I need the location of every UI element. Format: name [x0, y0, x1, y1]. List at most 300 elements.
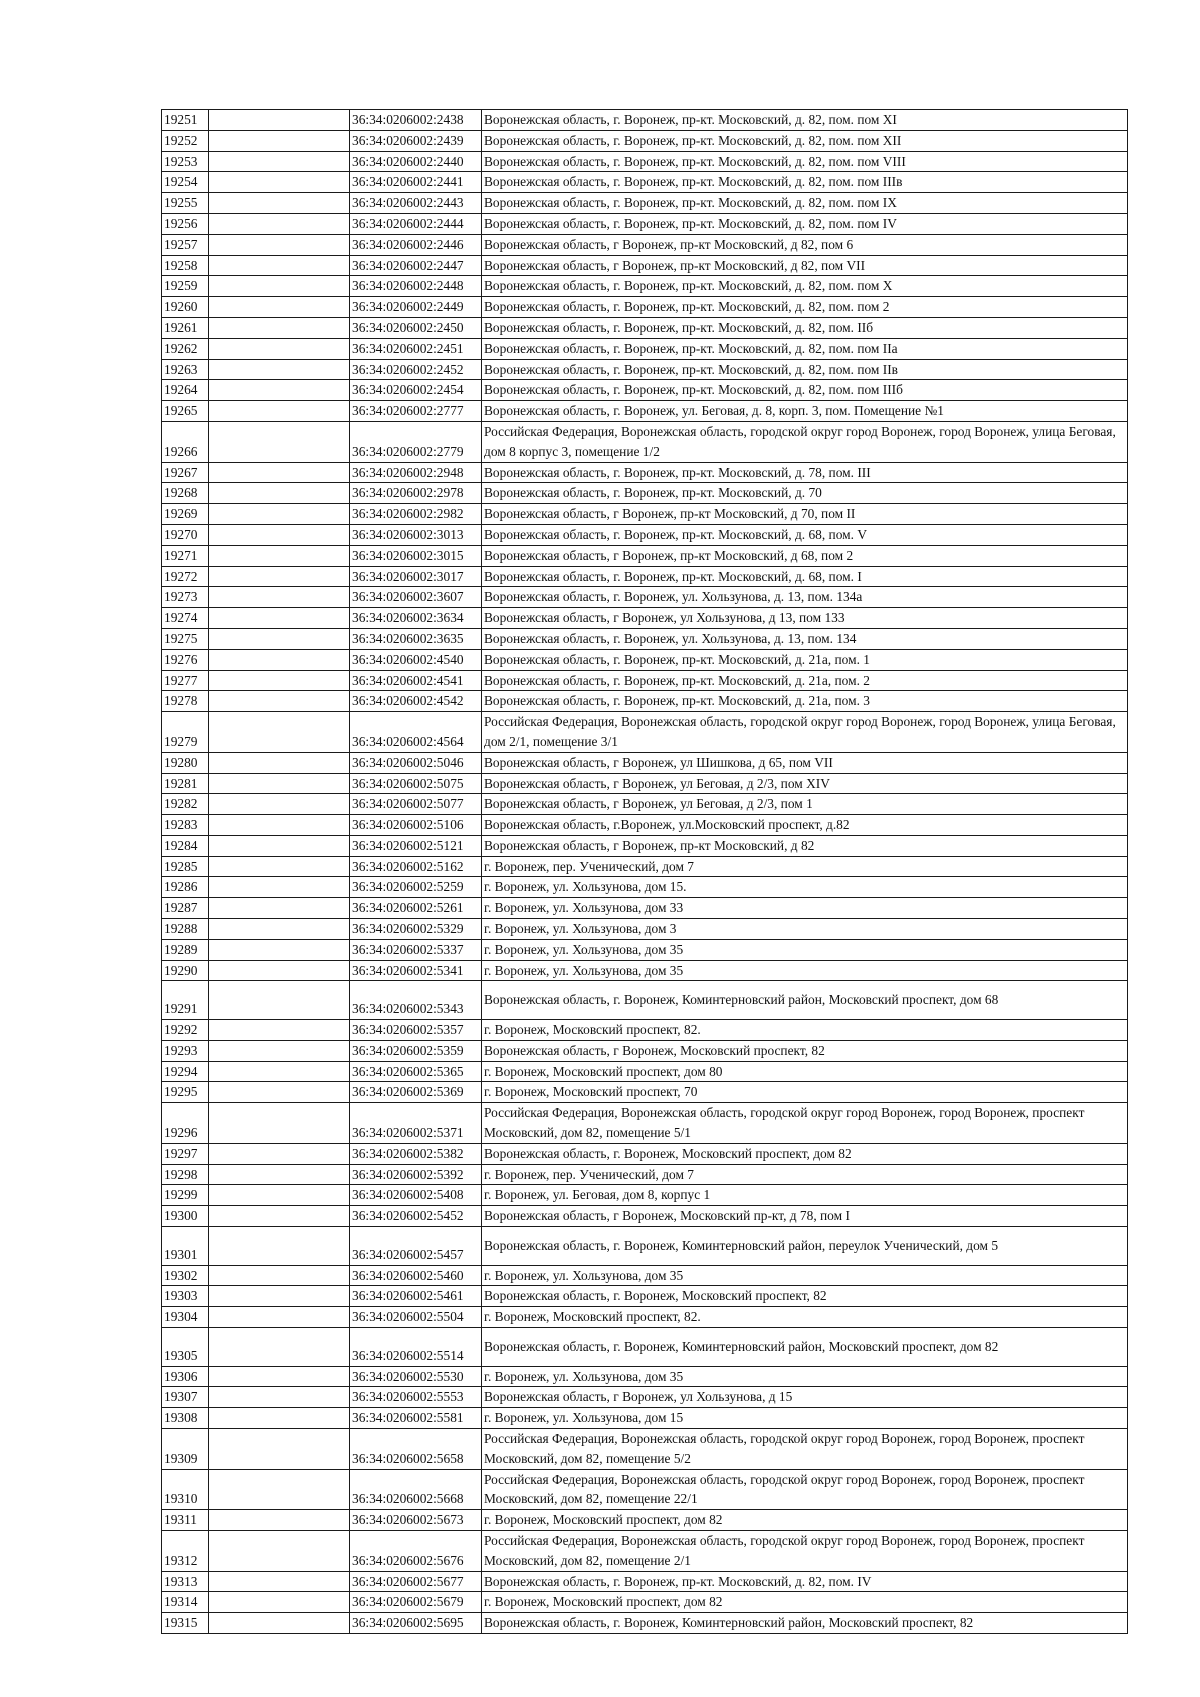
- cadastral-number-cell: 36:34:0206002:4564: [350, 712, 482, 753]
- row-number-cell: 19310: [162, 1469, 209, 1510]
- blank-cell: [209, 877, 350, 898]
- cadastral-number-cell: 36:34:0206002:5461: [350, 1286, 482, 1307]
- blank-cell: [209, 545, 350, 566]
- blank-cell: [209, 815, 350, 836]
- blank-cell: [209, 752, 350, 773]
- blank-cell: [209, 1429, 350, 1470]
- address-cell: г. Воронеж, Московский проспект, дом 82: [482, 1510, 1128, 1531]
- table-row: [162, 110, 1128, 131]
- table-row: [162, 566, 1128, 587]
- cadastral-number-cell: 36:34:0206002:5408: [350, 1185, 482, 1206]
- row-number-cell: 19265: [162, 401, 209, 422]
- table-row: [162, 483, 1128, 504]
- table-row: [162, 380, 1128, 401]
- cadastral-number-cell: 36:34:0206002:2452: [350, 359, 482, 380]
- blank-cell: [209, 1040, 350, 1061]
- row-number-cell: 19303: [162, 1286, 209, 1307]
- cadastral-number-cell: 36:34:0206002:3013: [350, 524, 482, 545]
- cadastral-number-cell: 36:34:0206002:5369: [350, 1082, 482, 1103]
- row-number-cell: 19260: [162, 297, 209, 318]
- row-number-cell: 19275: [162, 628, 209, 649]
- address-cell: Воронежская область, г. Воронеж, пр-кт. Московский, д. 82, пом. пом IIIб: [482, 380, 1128, 401]
- row-number-cell: 19261: [162, 317, 209, 338]
- registry-body: [162, 110, 1128, 1634]
- cadastral-number-cell: 36:34:0206002:5371: [350, 1103, 482, 1144]
- cadastral-number-cell: 36:34:0206002:2779: [350, 421, 482, 462]
- table-row: [162, 877, 1128, 898]
- row-number-cell: 19279: [162, 712, 209, 753]
- row-number-cell: 19314: [162, 1592, 209, 1613]
- cadastral-number-cell: 36:34:0206002:2982: [350, 504, 482, 525]
- table-row: [162, 670, 1128, 691]
- blank-cell: [209, 856, 350, 877]
- table-row: [162, 317, 1128, 338]
- address-cell: г. Воронеж, Московский проспект, дом 80: [482, 1061, 1128, 1082]
- address-cell: г. Воронеж, пер. Ученический, дом 7: [482, 856, 1128, 877]
- row-number-cell: 19254: [162, 172, 209, 193]
- cadastral-number-cell: 36:34:0206002:5121: [350, 835, 482, 856]
- blank-cell: [209, 773, 350, 794]
- row-number-cell: 19277: [162, 670, 209, 691]
- blank-cell: [209, 255, 350, 276]
- cadastral-number-cell: 36:34:0206002:5676: [350, 1530, 482, 1571]
- row-number-cell: 19295: [162, 1082, 209, 1103]
- blank-cell: [209, 1307, 350, 1328]
- row-number-cell: 19315: [162, 1613, 209, 1634]
- row-number-cell: 19287: [162, 898, 209, 919]
- property-registry-table: [161, 109, 1128, 1634]
- address-cell: Воронежская область, г. Воронеж, пр-кт. Московский, д. 82, пом. пом IIа: [482, 338, 1128, 359]
- table-row: [162, 1286, 1128, 1307]
- row-number-cell: 19294: [162, 1061, 209, 1082]
- row-number-cell: 19299: [162, 1185, 209, 1206]
- blank-cell: [209, 794, 350, 815]
- address-cell: г. Воронеж, ул. Хользунова, дом 3: [482, 919, 1128, 940]
- address-cell: Воронежская область, г Воронеж, ул Шишкова, д 65, пом VII: [482, 752, 1128, 773]
- address-cell: Воронежская область, г.Воронеж, ул.Московский проспект, д.82: [482, 815, 1128, 836]
- table-row: [162, 712, 1128, 753]
- table-row: [162, 359, 1128, 380]
- row-number-cell: 19293: [162, 1040, 209, 1061]
- cadastral-number-cell: 36:34:0206002:5677: [350, 1571, 482, 1592]
- blank-cell: [209, 1286, 350, 1307]
- table-row: [162, 856, 1128, 877]
- row-number-cell: 19258: [162, 255, 209, 276]
- table-row: [162, 649, 1128, 670]
- table-row: [162, 130, 1128, 151]
- blank-cell: [209, 1103, 350, 1144]
- cadastral-number-cell: 36:34:0206002:3015: [350, 545, 482, 566]
- blank-cell: [209, 151, 350, 172]
- cadastral-number-cell: 36:34:0206002:2777: [350, 401, 482, 422]
- cadastral-number-cell: 36:34:0206002:2448: [350, 276, 482, 297]
- row-number-cell: 19304: [162, 1307, 209, 1328]
- address-cell: Воронежская область, г. Воронеж, пр-кт. Московский, д. 68, пом. I: [482, 566, 1128, 587]
- row-number-cell: 19251: [162, 110, 209, 131]
- address-cell: Воронежская область, г Воронеж, ул Хользунова, д 13, пом 133: [482, 608, 1128, 629]
- table-row: [162, 193, 1128, 214]
- table-row: [162, 1366, 1128, 1387]
- row-number-cell: 19256: [162, 213, 209, 234]
- row-number-cell: 19312: [162, 1530, 209, 1571]
- address-cell: Воронежская область, г. Воронеж, пр-кт. Московский, д. 82, пом. пом XI: [482, 110, 1128, 131]
- table-row: [162, 835, 1128, 856]
- cadastral-number-cell: 36:34:0206002:4541: [350, 670, 482, 691]
- blank-cell: [209, 1206, 350, 1227]
- blank-cell: [209, 919, 350, 940]
- cadastral-number-cell: 36:34:0206002:2449: [350, 297, 482, 318]
- address-cell: Воронежская область, г. Воронеж, пр-кт. Московский, д. 82, пом. пом XII: [482, 130, 1128, 151]
- table-row: [162, 1592, 1128, 1613]
- blank-cell: [209, 1408, 350, 1429]
- blank-cell: [209, 110, 350, 131]
- cadastral-number-cell: 36:34:0206002:5106: [350, 815, 482, 836]
- address-cell: Воронежская область, г Воронеж, ул Беговая, д 2/3, пом 1: [482, 794, 1128, 815]
- row-number-cell: 19253: [162, 151, 209, 172]
- row-number-cell: 19272: [162, 566, 209, 587]
- row-number-cell: 19269: [162, 504, 209, 525]
- blank-cell: [209, 1387, 350, 1408]
- cadastral-number-cell: 36:34:0206002:2443: [350, 193, 482, 214]
- cadastral-number-cell: 36:34:0206002:4542: [350, 691, 482, 712]
- address-cell: Воронежская область, г. Воронеж, Московский проспект, 82: [482, 1286, 1128, 1307]
- cadastral-number-cell: 36:34:0206002:2447: [350, 255, 482, 276]
- row-number-cell: 19292: [162, 1020, 209, 1041]
- blank-cell: [209, 1143, 350, 1164]
- address-cell: Воронежская область, г. Воронеж, ул. Хользунова, д. 13, пом. 134: [482, 628, 1128, 649]
- cadastral-number-cell: 36:34:0206002:3635: [350, 628, 482, 649]
- row-number-cell: 19281: [162, 773, 209, 794]
- cadastral-number-cell: 36:34:0206002:5162: [350, 856, 482, 877]
- blank-cell: [209, 939, 350, 960]
- table-row: [162, 1530, 1128, 1571]
- table-row: [162, 1103, 1128, 1144]
- address-cell: Воронежская область, г Воронеж, пр-кт Московский, д 70, пом II: [482, 504, 1128, 525]
- blank-cell: [209, 483, 350, 504]
- row-number-cell: 19291: [162, 981, 209, 1020]
- row-number-cell: 19306: [162, 1366, 209, 1387]
- table-row: [162, 276, 1128, 297]
- blank-cell: [209, 297, 350, 318]
- blank-cell: [209, 649, 350, 670]
- address-cell: Воронежская область, г. Воронеж, пр-кт. Московский, д. 82, пом. пом X: [482, 276, 1128, 297]
- row-number-cell: 19252: [162, 130, 209, 151]
- table-row: [162, 1429, 1128, 1470]
- address-cell: Воронежская область, г Воронеж, пр-кт Московский, д 68, пом 2: [482, 545, 1128, 566]
- blank-cell: [209, 462, 350, 483]
- blank-cell: [209, 213, 350, 234]
- table-row: [162, 255, 1128, 276]
- cadastral-number-cell: 36:34:0206002:5392: [350, 1164, 482, 1185]
- blank-cell: [209, 1328, 350, 1367]
- table-row: [162, 1227, 1128, 1266]
- blank-cell: [209, 712, 350, 753]
- cadastral-number-cell: 36:34:0206002:2441: [350, 172, 482, 193]
- table-row: [162, 1571, 1128, 1592]
- table-row: [162, 1164, 1128, 1185]
- cadastral-number-cell: 36:34:0206002:5077: [350, 794, 482, 815]
- row-number-cell: 19280: [162, 752, 209, 773]
- table-row: [162, 1265, 1128, 1286]
- blank-cell: [209, 1227, 350, 1266]
- address-cell: Воронежская область, г. Воронеж, Коминтерновский район, Московский проспект, дом 68: [482, 981, 1128, 1020]
- row-number-cell: 19313: [162, 1571, 209, 1592]
- table-row: [162, 234, 1128, 255]
- table-row: [162, 151, 1128, 172]
- table-row: [162, 794, 1128, 815]
- address-cell: Воронежская область, г. Воронеж, пр-кт. Московский, д. 82, пом. пом IIв: [482, 359, 1128, 380]
- table-row: [162, 1387, 1128, 1408]
- cadastral-number-cell: 36:34:0206002:2948: [350, 462, 482, 483]
- table-row: [162, 898, 1128, 919]
- row-number-cell: 19288: [162, 919, 209, 940]
- row-number-cell: 19263: [162, 359, 209, 380]
- blank-cell: [209, 898, 350, 919]
- row-number-cell: 19309: [162, 1429, 209, 1470]
- address-cell: Воронежская область, г. Воронеж, пр-кт. Московский, д. 82, пом. IIб: [482, 317, 1128, 338]
- address-cell: Российская Федерация, Воронежская область, городской округ город Воронеж, город Воронеж, улица Беговая, дом 8 корпус 3, помещение 1/2: [482, 421, 1128, 462]
- cadastral-number-cell: 36:34:0206002:5259: [350, 877, 482, 898]
- cadastral-number-cell: 36:34:0206002:5365: [350, 1061, 482, 1082]
- address-cell: Воронежская область, г Воронеж, пр-кт Московский, д 82, пом VII: [482, 255, 1128, 276]
- address-cell: Воронежская область, г. Воронеж, пр-кт. Московский, д. 82, пом. пом IIIв: [482, 172, 1128, 193]
- blank-cell: [209, 1510, 350, 1531]
- row-number-cell: 19276: [162, 649, 209, 670]
- row-number-cell: 19302: [162, 1265, 209, 1286]
- cadastral-number-cell: 36:34:0206002:5658: [350, 1429, 482, 1470]
- blank-cell: [209, 172, 350, 193]
- blank-cell: [209, 1571, 350, 1592]
- row-number-cell: 19283: [162, 815, 209, 836]
- blank-cell: [209, 628, 350, 649]
- table-row: [162, 1020, 1128, 1041]
- blank-cell: [209, 1164, 350, 1185]
- cadastral-number-cell: 36:34:0206002:5075: [350, 773, 482, 794]
- address-cell: г. Воронеж, пер. Ученический, дом 7: [482, 1164, 1128, 1185]
- table-row: [162, 338, 1128, 359]
- blank-cell: [209, 234, 350, 255]
- cadastral-number-cell: 36:34:0206002:5679: [350, 1592, 482, 1613]
- table-row: [162, 1040, 1128, 1061]
- row-number-cell: 19266: [162, 421, 209, 462]
- blank-cell: [209, 1530, 350, 1571]
- cadastral-number-cell: 36:34:0206002:5673: [350, 1510, 482, 1531]
- address-cell: Воронежская область, г Воронеж, ул Беговая, д 2/3, пом XIV: [482, 773, 1128, 794]
- blank-cell: [209, 1265, 350, 1286]
- blank-cell: [209, 504, 350, 525]
- table-row: [162, 608, 1128, 629]
- cadastral-number-cell: 36:34:0206002:5329: [350, 919, 482, 940]
- cadastral-number-cell: 36:34:0206002:5382: [350, 1143, 482, 1164]
- blank-cell: [209, 587, 350, 608]
- address-cell: г. Воронеж, ул. Хользунова, дом 15: [482, 1408, 1128, 1429]
- cadastral-number-cell: 36:34:0206002:5337: [350, 939, 482, 960]
- table-row: [162, 213, 1128, 234]
- table-row: [162, 1510, 1128, 1531]
- cadastral-number-cell: 36:34:0206002:3017: [350, 566, 482, 587]
- blank-cell: [209, 1366, 350, 1387]
- blank-cell: [209, 193, 350, 214]
- cadastral-number-cell: 36:34:0206002:5357: [350, 1020, 482, 1041]
- row-number-cell: 19264: [162, 380, 209, 401]
- cadastral-number-cell: 36:34:0206002:5359: [350, 1040, 482, 1061]
- row-number-cell: 19286: [162, 877, 209, 898]
- row-number-cell: 19308: [162, 1408, 209, 1429]
- table-row: [162, 297, 1128, 318]
- table-row: [162, 1082, 1128, 1103]
- row-number-cell: 19301: [162, 1227, 209, 1266]
- address-cell: Российская Федерация, Воронежская область, городской округ город Воронеж, город Воронеж, проспект Московский, дом 82, помещение 5/1: [482, 1103, 1128, 1144]
- row-number-cell: 19289: [162, 939, 209, 960]
- row-number-cell: 19278: [162, 691, 209, 712]
- cadastral-number-cell: 36:34:0206002:2450: [350, 317, 482, 338]
- blank-cell: [209, 359, 350, 380]
- blank-cell: [209, 130, 350, 151]
- cadastral-number-cell: 36:34:0206002:5668: [350, 1469, 482, 1510]
- table-row: [162, 815, 1128, 836]
- table-row: [162, 1061, 1128, 1082]
- address-cell: Воронежская область, г. Воронеж, Коминтерновский район, Московский проспект, дом 82: [482, 1328, 1128, 1367]
- row-number-cell: 19255: [162, 193, 209, 214]
- row-number-cell: 19273: [162, 587, 209, 608]
- address-cell: Воронежская область, г. Воронеж, пр-кт. Московский, д. 78, пом. III: [482, 462, 1128, 483]
- row-number-cell: 19271: [162, 545, 209, 566]
- table-row: [162, 401, 1128, 422]
- blank-cell: [209, 1469, 350, 1510]
- address-cell: Воронежская область, г. Воронеж, ул. Беговая, д. 8, корп. 3, пом. Помещение №1: [482, 401, 1128, 422]
- cadastral-number-cell: 36:34:0206002:3607: [350, 587, 482, 608]
- address-cell: г. Воронеж, ул. Хользунова, дом 33: [482, 898, 1128, 919]
- blank-cell: [209, 1185, 350, 1206]
- address-cell: Воронежская область, г. Воронеж, пр-кт. Московский, д. 21а, пом. 1: [482, 649, 1128, 670]
- blank-cell: [209, 338, 350, 359]
- table-row: [162, 691, 1128, 712]
- address-cell: Воронежская область, г. Воронеж, Коминтерновский район, переулок Ученический, дом 5: [482, 1227, 1128, 1266]
- cadastral-number-cell: 36:34:0206002:5460: [350, 1265, 482, 1286]
- cadastral-number-cell: 36:34:0206002:5457: [350, 1227, 482, 1266]
- address-cell: Воронежская область, г. Воронеж, пр-кт. Московский, д. 82, пом. пом 2: [482, 297, 1128, 318]
- address-cell: Воронежская область, г. Воронеж, пр-кт. Московский, д. 21а, пом. 3: [482, 691, 1128, 712]
- address-cell: Российская Федерация, Воронежская область, городской округ город Воронеж, город Воронеж, проспект Московский, дом 82, помещение 5/2: [482, 1429, 1128, 1470]
- address-cell: г. Воронеж, ул. Беговая, дом 8, корпус 1: [482, 1185, 1128, 1206]
- blank-cell: [209, 566, 350, 587]
- row-number-cell: 19270: [162, 524, 209, 545]
- row-number-cell: 19298: [162, 1164, 209, 1185]
- address-cell: г. Воронеж, ул. Хользунова, дом 35: [482, 939, 1128, 960]
- address-cell: Воронежская область, г Воронеж, Московский пр-кт, д 78, пом I: [482, 1206, 1128, 1227]
- row-number-cell: 19259: [162, 276, 209, 297]
- cadastral-number-cell: 36:34:0206002:2446: [350, 234, 482, 255]
- table-row: [162, 1328, 1128, 1367]
- address-cell: Воронежская область, г. Воронеж, пр-кт. Московский, д. 82, пом. пом IV: [482, 213, 1128, 234]
- blank-cell: [209, 317, 350, 338]
- address-cell: г. Воронеж, Московский проспект, 82.: [482, 1020, 1128, 1041]
- blank-cell: [209, 608, 350, 629]
- table-row: [162, 919, 1128, 940]
- cadastral-number-cell: 36:34:0206002:3634: [350, 608, 482, 629]
- address-cell: Воронежская область, г. Воронеж, пр-кт. Московский, д. 82, пом. пом VIII: [482, 151, 1128, 172]
- address-cell: г. Воронеж, Московский проспект, 70: [482, 1082, 1128, 1103]
- address-cell: Воронежская область, г. Воронеж, ул. Хользунова, д. 13, пом. 134а: [482, 587, 1128, 608]
- cadastral-number-cell: 36:34:0206002:2978: [350, 483, 482, 504]
- cadastral-number-cell: 36:34:0206002:5261: [350, 898, 482, 919]
- blank-cell: [209, 276, 350, 297]
- blank-cell: [209, 1613, 350, 1634]
- row-number-cell: 19300: [162, 1206, 209, 1227]
- cadastral-number-cell: 36:34:0206002:5504: [350, 1307, 482, 1328]
- address-cell: Воронежская область, г. Воронеж, пр-кт. Московский, д. 68, пом. V: [482, 524, 1128, 545]
- table-row: [162, 462, 1128, 483]
- address-cell: г. Воронеж, Московский проспект, 82.: [482, 1307, 1128, 1328]
- address-cell: Воронежская область, г. Воронеж, пр-кт. Московский, д. 21а, пом. 2: [482, 670, 1128, 691]
- row-number-cell: 19296: [162, 1103, 209, 1144]
- address-cell: г. Воронеж, Московский проспект, дом 82: [482, 1592, 1128, 1613]
- row-number-cell: 19268: [162, 483, 209, 504]
- blank-cell: [209, 960, 350, 981]
- table-row: [162, 1185, 1128, 1206]
- cadastral-number-cell: 36:34:0206002:5553: [350, 1387, 482, 1408]
- cadastral-number-cell: 36:34:0206002:2439: [350, 130, 482, 151]
- cadastral-number-cell: 36:34:0206002:2451: [350, 338, 482, 359]
- table-row: [162, 504, 1128, 525]
- cadastral-number-cell: 36:34:0206002:5341: [350, 960, 482, 981]
- table-row: [162, 960, 1128, 981]
- address-cell: Российская Федерация, Воронежская область, городской округ город Воронеж, город Воронеж, улица Беговая, дом 2/1, помещение 3/1: [482, 712, 1128, 753]
- row-number-cell: 19290: [162, 960, 209, 981]
- row-number-cell: 19307: [162, 1387, 209, 1408]
- blank-cell: [209, 380, 350, 401]
- cadastral-number-cell: 36:34:0206002:2454: [350, 380, 482, 401]
- address-cell: г. Воронеж, ул. Хользунова, дом 35: [482, 1366, 1128, 1387]
- cadastral-number-cell: 36:34:0206002:5046: [350, 752, 482, 773]
- table-row: [162, 1613, 1128, 1634]
- blank-cell: [209, 401, 350, 422]
- address-cell: Воронежская область, г Воронеж, Московский проспект, 82: [482, 1040, 1128, 1061]
- cadastral-number-cell: 36:34:0206002:2440: [350, 151, 482, 172]
- address-cell: Российская Федерация, Воронежская область, городской округ город Воронеж, город Воронеж, проспект Московский, дом 82, помещение 22/1: [482, 1469, 1128, 1510]
- cadastral-number-cell: 36:34:0206002:5343: [350, 981, 482, 1020]
- blank-cell: [209, 1020, 350, 1041]
- table-row: [162, 628, 1128, 649]
- address-cell: г. Воронеж, ул. Хользунова, дом 35: [482, 1265, 1128, 1286]
- blank-cell: [209, 524, 350, 545]
- table-row: [162, 773, 1128, 794]
- address-cell: г. Воронеж, ул. Хользунова, дом 35: [482, 960, 1128, 981]
- blank-cell: [209, 981, 350, 1020]
- row-number-cell: 19267: [162, 462, 209, 483]
- cadastral-number-cell: 36:34:0206002:4540: [350, 649, 482, 670]
- cadastral-number-cell: 36:34:0206002:2438: [350, 110, 482, 131]
- table-row: [162, 1408, 1128, 1429]
- address-cell: Воронежская область, г. Воронеж, пр-кт. Московский, д. 82, пом. пом IX: [482, 193, 1128, 214]
- blank-cell: [209, 1592, 350, 1613]
- table-row: [162, 524, 1128, 545]
- table-row: [162, 752, 1128, 773]
- table-row: [162, 172, 1128, 193]
- cadastral-number-cell: 36:34:0206002:5514: [350, 1328, 482, 1367]
- blank-cell: [209, 1082, 350, 1103]
- address-cell: Воронежская область, г. Воронеж, Московский проспект, дом 82: [482, 1143, 1128, 1164]
- table-row: [162, 421, 1128, 462]
- address-cell: Воронежская область, г. Воронеж, пр-кт. Московский, д. 82, пом. IV: [482, 1571, 1128, 1592]
- address-cell: г. Воронеж, ул. Хользунова, дом 15.: [482, 877, 1128, 898]
- row-number-cell: 19311: [162, 1510, 209, 1531]
- cadastral-number-cell: 36:34:0206002:5530: [350, 1366, 482, 1387]
- address-cell: Воронежская область, г. Воронеж, Коминтерновский район, Московский проспект, 82: [482, 1613, 1128, 1634]
- blank-cell: [209, 691, 350, 712]
- row-number-cell: 19305: [162, 1328, 209, 1367]
- cadastral-number-cell: 36:34:0206002:5581: [350, 1408, 482, 1429]
